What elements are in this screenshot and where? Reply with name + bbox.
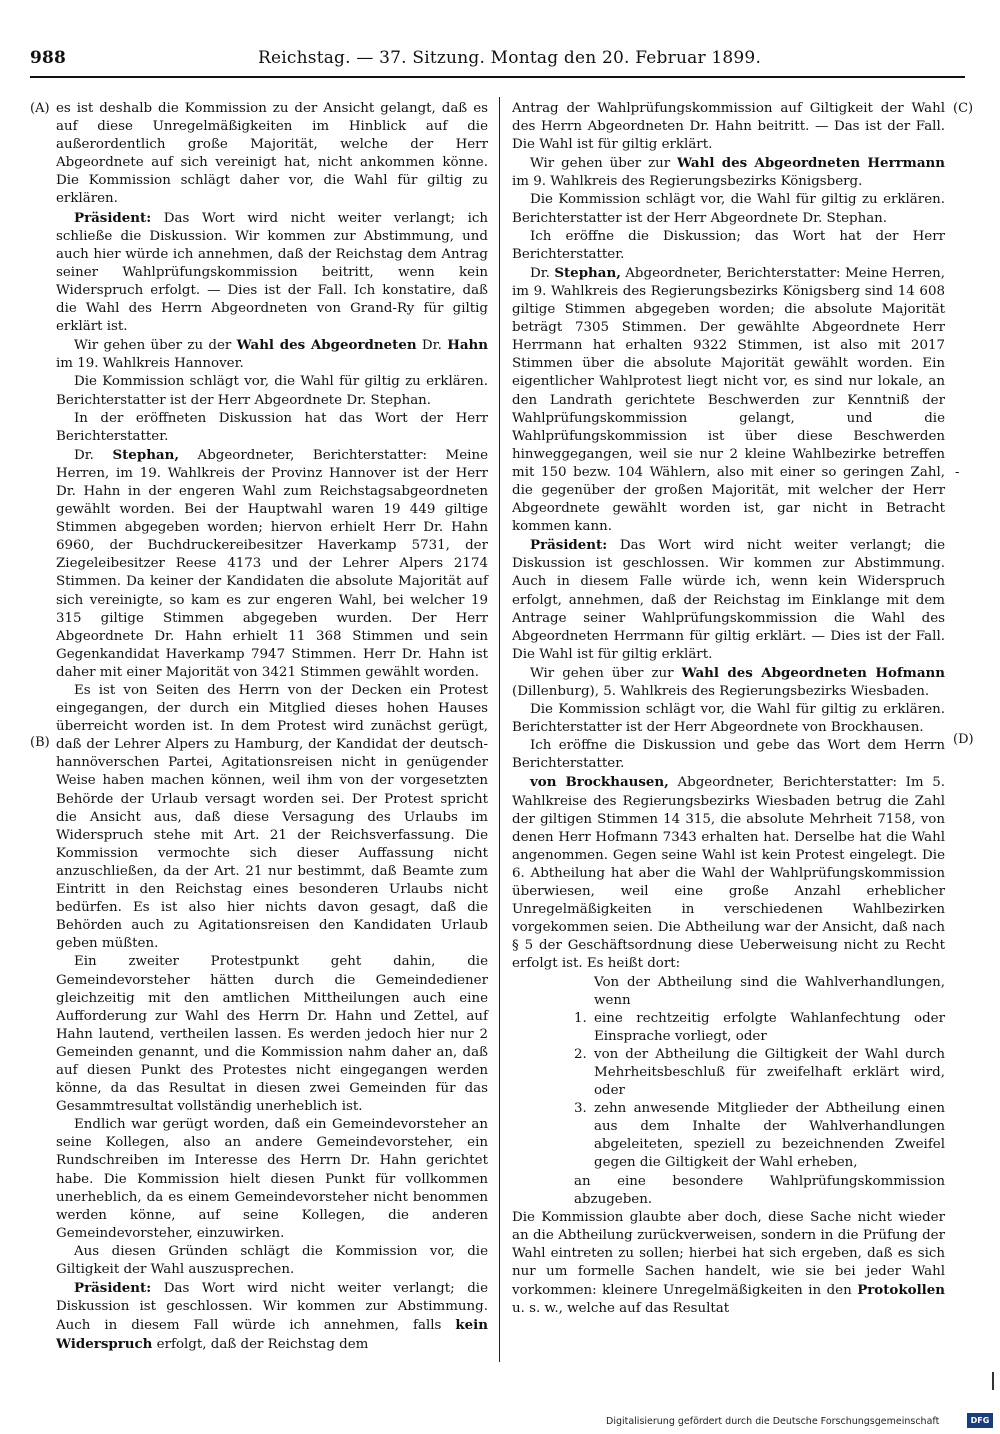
paragraph-text: Dr. xyxy=(416,338,448,354)
speaker-name: von Brockhausen, xyxy=(530,774,669,791)
paragraph xyxy=(512,228,945,264)
page-number: 988 xyxy=(30,48,67,68)
running-title: Reichstag. — 37. Sitzung. Montag den 20. Februar 1899. xyxy=(258,48,762,68)
list-number: 1. xyxy=(574,1010,587,1026)
paragraph xyxy=(512,737,945,773)
list-text: von der Abtheilung die Giltigkeit der Wahl durch Mehrheitsbeschluß für zweifelhaft erklärt wird, oder xyxy=(594,1046,945,1099)
paragraph-text: Die Kommission schlägt vor, die Wahl für giltig zu erklären. Berichterstatter ist der Herr Abgeordnete Dr. Stephan. xyxy=(56,374,488,408)
left-column xyxy=(56,100,488,1354)
list-number: 2. xyxy=(574,1046,587,1062)
margin-marker-a: (A) xyxy=(30,101,50,116)
paragraph xyxy=(512,154,945,191)
paragraph xyxy=(56,373,488,409)
list-text: zehn anwesende Mitglieder der Abtheilung einen aus dem Inhalte der Wahlverhandlungen abgeleiteten, speziell zu bezeichnenden Zweifel gegen die Giltigkeit der Wahl erheben, xyxy=(594,1101,945,1171)
paragraph-text: Endlich war gerügt worden, daß ein Gemeindevorsteher an seine Kollegen, also an andere Gemeindevorsteher, ein Rundschreiben im Interesse des Herrn Dr. Hahn gerichtet habe. Die Kommission hielt diesen Punkt für vollkommen unerheblich, da es einem Gemeindevorsteher nicht benommen werden könne, auf seine Kollegen, die anderen Gemeindevorsteher, einzuwirken. xyxy=(56,1117,488,1241)
paragraph xyxy=(56,410,488,446)
list-item xyxy=(512,1010,945,1046)
paragraph-text: Das Wort wird nicht weiter verlangt; die Diskussion ist geschlossen. Wir kommen zur Abstimmung. Auch in diesem Falle würde ich, wenn kein Widerspruch erfolgt, annehmen, daß der Reichstag im Einklange mit dem Antrage seiner Wahlprüfungskommission die Wahl des Abgeordneten Herrmann für giltig erklärt. — Dies ist der Fall. Die Wahl ist für giltig erklärt. xyxy=(512,538,945,662)
paragraph xyxy=(512,1209,945,1319)
speaker-name: Präsident: xyxy=(74,209,152,226)
paragraph xyxy=(56,1243,488,1279)
paragraph-text: Antrag der Wahlprüfungskommission auf Giltigkeit der Wahl des Herrn Abgeordneten Dr. Hahn beitritt. — Das ist der Fall. Die Wahl ist für giltig erklärt. xyxy=(512,101,945,153)
paragraph xyxy=(56,1279,488,1354)
paragraph-text: Wir gehen über zur xyxy=(530,156,678,172)
paragraph xyxy=(512,100,945,154)
paragraph-text: Die Kommission schlägt vor, die Wahl für giltig zu erklären. Berichterstatter ist der Herr Abgeordnete Dr. Stephan. xyxy=(512,192,945,226)
speaker-name: Präsident: xyxy=(74,1280,152,1297)
paragraph-text: Ich eröffne die Diskussion und gebe das Wort dem Herrn Berichterstatter. xyxy=(512,738,945,772)
speaker-name: Stephan, xyxy=(112,446,180,463)
paragraph-text: es ist deshalb die Kommission zu der Ansicht gelangt, daß es auf diese Unregelmäßigkeiten im Hinblick auf die außerordentlich große Majorität, welche der Herr Abgeordnete auf sich vereinigt hat, nicht ankommen könne. Die Kommission schlägt daher vor, die Wahl für giltig zu erklären. xyxy=(56,101,488,207)
paragraph-text: (Dillenburg), 5. Wahlkreis des Regierungsbezirks Wiesbaden. xyxy=(512,684,930,699)
quote-intro: Von der Abtheilung sind die Wahlverhandlungen, wenn xyxy=(594,974,945,1008)
paragraph-text: Das Wort wird nicht weiter verlangt; die Diskussion ist geschlossen. Wir kommen zur Abstimmung. Auch in diesem Fall würde ich annehmen, falls xyxy=(56,1281,488,1334)
paragraph xyxy=(56,336,488,373)
dfg-logo: DFG xyxy=(967,1413,993,1428)
page-header xyxy=(30,48,965,74)
paragraph xyxy=(56,1116,488,1243)
paragraph xyxy=(56,446,488,682)
list-item xyxy=(512,1046,945,1100)
paragraph xyxy=(512,773,945,973)
agenda-item: Wahl des Abgeordneten Hofmann xyxy=(681,664,945,681)
member-name: Hahn xyxy=(447,337,488,354)
header-rule xyxy=(30,76,965,78)
margin-dash: - xyxy=(955,465,960,480)
paragraph-text: Die Kommission glaubte aber doch, diese Sache nicht wieder an die Abtheilung zurückverweisen, sondern in die Prüfung der Wahl eintreten zu sollen; hierbei hat sich ergeben, daß es sich nur um formelle Sachen handelt, wie sie bei jeder Wahl vorkommen: kleinere Unregelmäßigkeiten in den xyxy=(512,1209,945,1299)
paragraph-text: Das Wort wird nicht weiter verlangt; ich schließe die Diskussion. Wir kommen zur Abstimmung, und auch hier würde ich annehmen, daß der Reichstag dem Antrag seiner Wahlprüfungskommission beitritt, wenn kein Widerspruch erfolgt. — Dies ist der Fall. Ich konstatire, daß die Wahl des Herrn Abgeordneten von Grand-Ry für giltig erklärt ist. xyxy=(56,210,488,335)
paragraph xyxy=(512,701,945,737)
paragraph xyxy=(512,191,945,227)
paragraph xyxy=(512,664,945,701)
paragraph xyxy=(56,682,488,953)
margin-marker-b: (B) xyxy=(30,735,50,750)
paragraph xyxy=(56,209,488,337)
paragraph-text: Ich eröffne die Diskussion; das Wort hat der Herr Berichterstatter. xyxy=(512,228,945,262)
digitization-credit: Digitalisierung gefördert durch die Deutsche Forschungsgemeinschaft xyxy=(606,1416,940,1427)
paragraph-text: Abgeordneter, Berichterstatter: Im 5. Wahlkreise des Regierungsbezirks Wiesbaden betrug die Zahl der giltigen Stimmen 14 315, die absolute Mehrheit 7158, von denen Herr Hofmann 7343 erhalten hat. Derselbe hat die Wahl angenommen. Gegen seine Wahl ist kein Protest eingelegt. Die 6. Abtheilung hat aber die Wahl der Wahlprüfungskommission überwiesen, weil eine große Anzahl erheblicher Unregelmäßigkeiten in verschiedenen Wahlbezirken vorgekommen seien. Die Abtheilung war der Ansicht, daß nach § 5 der Geschäftsordnung diese Ueberweisung nicht zu Recht erfolgt ist. Es heißt dort: xyxy=(512,775,946,972)
speaker-name: Stephan, xyxy=(554,264,621,281)
paragraph xyxy=(56,953,488,1116)
paragraph-text: Wir gehen über zur xyxy=(530,665,682,681)
margin-marker-c: (C) xyxy=(953,101,974,116)
list-item xyxy=(512,1100,945,1172)
right-column xyxy=(512,100,945,1318)
emphasis: Protokollen xyxy=(857,1282,945,1299)
speaker-name: Präsident: xyxy=(530,537,608,554)
list-number: 3. xyxy=(574,1101,587,1117)
margin-tick xyxy=(992,1372,994,1390)
paragraph-text: im 19. Wahlkreis Hannover. xyxy=(56,356,244,372)
paragraph-text: Dr. xyxy=(74,447,113,463)
quoted-list xyxy=(512,1010,945,1173)
paragraph-text: Die Kommission schlägt vor, die Wahl für giltig zu erklären. Berichterstatter ist der Herr Abgeordnete von Brockhausen. xyxy=(512,702,945,736)
paragraph-text: In der eröffneten Diskussion hat das Wort der Herr Berichterstatter. xyxy=(56,410,488,444)
paragraph-text: Ein zweiter Protestpunkt geht dahin, die Gemeindevorsteher hätten durch die Gemeindediener gleichzeitig mit den amtlichen Mittheilungen auch eine Aufforderung zur Wahl des Herrn Dr. Hahn und Zettel, auf Hahn lautend, vertheilen lassen. Es werden jedoch hier nur 2 Gemeinden genannt, und die Kommission nahm daher an, daß auf diesen Punkt des Protestes nicht eingegangen werden könne, da das Resultat in diesen zwei Gemeinden für das Gesammtresultat vollständig unerheblich ist. xyxy=(56,954,488,1115)
margin-marker-d: (D) xyxy=(953,732,974,747)
paragraph-text: Aus diesen Gründen schlägt die Kommission vor, die Giltigkeit der Wahl auszusprechen. xyxy=(56,1243,488,1277)
paragraph-text: Abgeordneter, Berichterstatter: Meine Herren, im 9. Wahlkreis des Regierungsbezirks Königsberg sind 14 608 giltige Stimmen abgegeben worden; die absolute Majorität beträgt 7305 Stimmen. Der gewählte Abgeordnete Herr Herrmann hat erhalten 9322 Stimmen, ist also mit 2017 Stimmen über die absolute Majorität gewählt worden. Ein eigentlicher Wahlprotest liegt nicht vor, es sind nur lokale, an den Landrath gerichtete Beschwerden zur Kenntniß der Wahlprüfungskommission gelangt, und die Wahlprüfungskommission ist über diese Beschwerden hinweggegangen, weil sie nur 2 kleine Wahlbezirke betreffen mit 150 bezw. 104 Wählern, also mit einer so geringen Zahl, die gegenüber der großen Majorität, mit welcher der Herr Abgeordnete gewählt worden ist, gar nicht in Betracht kommen kann. xyxy=(512,265,945,535)
paragraph-text: Wir gehen über zu der xyxy=(74,338,237,354)
paragraph-text: Abgeordneter, Berichterstatter: Meine Herren, im 19. Wahlkreis der Provinz Hannover ist der Herr Dr. Hahn in der engeren Wahl zum Reichstagsabgeordneten gewählt worden. Bei der Hauptwahl waren 19 449 giltige Stimmen abgegeben worden; hiervon erhielt Herr Dr. Hahn 6960, der Buchdruckereibesitzer Haverkamp 5731, der Ziegeleibesitzer Reese 4173 und der Lehrer Alpers 2174 Stimmen. Da keiner der Kandidaten die absolute Majorität auf sich vereinigte, so kam es zur engeren Wahl, bei welcher 19 315 giltige Stimmen abgegeben wurden. Der Herr Abgeordnete Dr. Hahn erhielt 11 368 Stimmen und sein Gegenkandidat Haverkamp 7947 Stimmen. Herr Dr. Hahn ist daher mit einer Majorität von 3421 Stimmen gewählt worden. xyxy=(56,447,488,680)
paragraph-text: u. s. w., welche auf das Resultat xyxy=(512,1301,730,1317)
paragraph xyxy=(512,264,945,536)
list-text: eine rechtzeitig erfolgte Wahlanfechtung oder Einsprache vorliegt, oder xyxy=(594,1010,945,1044)
paragraph-text: im 9. Wahlkreis des Regierungsbezirks Königsberg. xyxy=(512,174,863,190)
paragraph xyxy=(512,536,945,664)
agenda-item: Wahl des Abgeordneten Herrmann xyxy=(677,155,945,172)
agenda-item: Wahl des Abgeordneten xyxy=(236,337,417,354)
paragraph-text: erfolgt, daß der Reichstag dem xyxy=(152,1337,369,1353)
paragraph-text: Dr. xyxy=(530,265,555,281)
paragraph-text: Es ist von Seiten des Herrn von der Decken ein Protest eingegangen, der durch ein Mitglied dieses hohen Hauses überreicht worden ist. In dem Protest wird zunächst gerügt, daß der Lehrer Alpers zu Hamburg, der Kandidat der deutsch-hannöverschen Partei, Agitationsreisen nicht in genügender Weise haben machen können, weil ihm von der vorgesetzten Behörde der Urlaub versagt worden sei. Der Protest spricht die Ansicht aus, daß diese Versagung des Urlaubs im Widerspruch stehe mit Art. 21 der Reichsverfassung. Die Kommission vermochte sich dieser Auffassung nicht anzuschließen, da der Art. 21 nur bestimmt, daß Beamte zum Eintritt in den Reichstag eines besonderen Urlaubs nicht bedürfen. Es ist also hier nichts davon gesagt, daß die Behörden auch zu Agitationsreisen den Kandidaten Urlaub geben müßten. xyxy=(56,683,488,952)
paragraph xyxy=(56,100,488,209)
quote-outro: an eine besondere Wahlprüfungskommission abzugeben. xyxy=(574,1173,945,1207)
emphasis: kein Widerspruch xyxy=(56,1317,488,1353)
column-divider xyxy=(499,97,500,1362)
